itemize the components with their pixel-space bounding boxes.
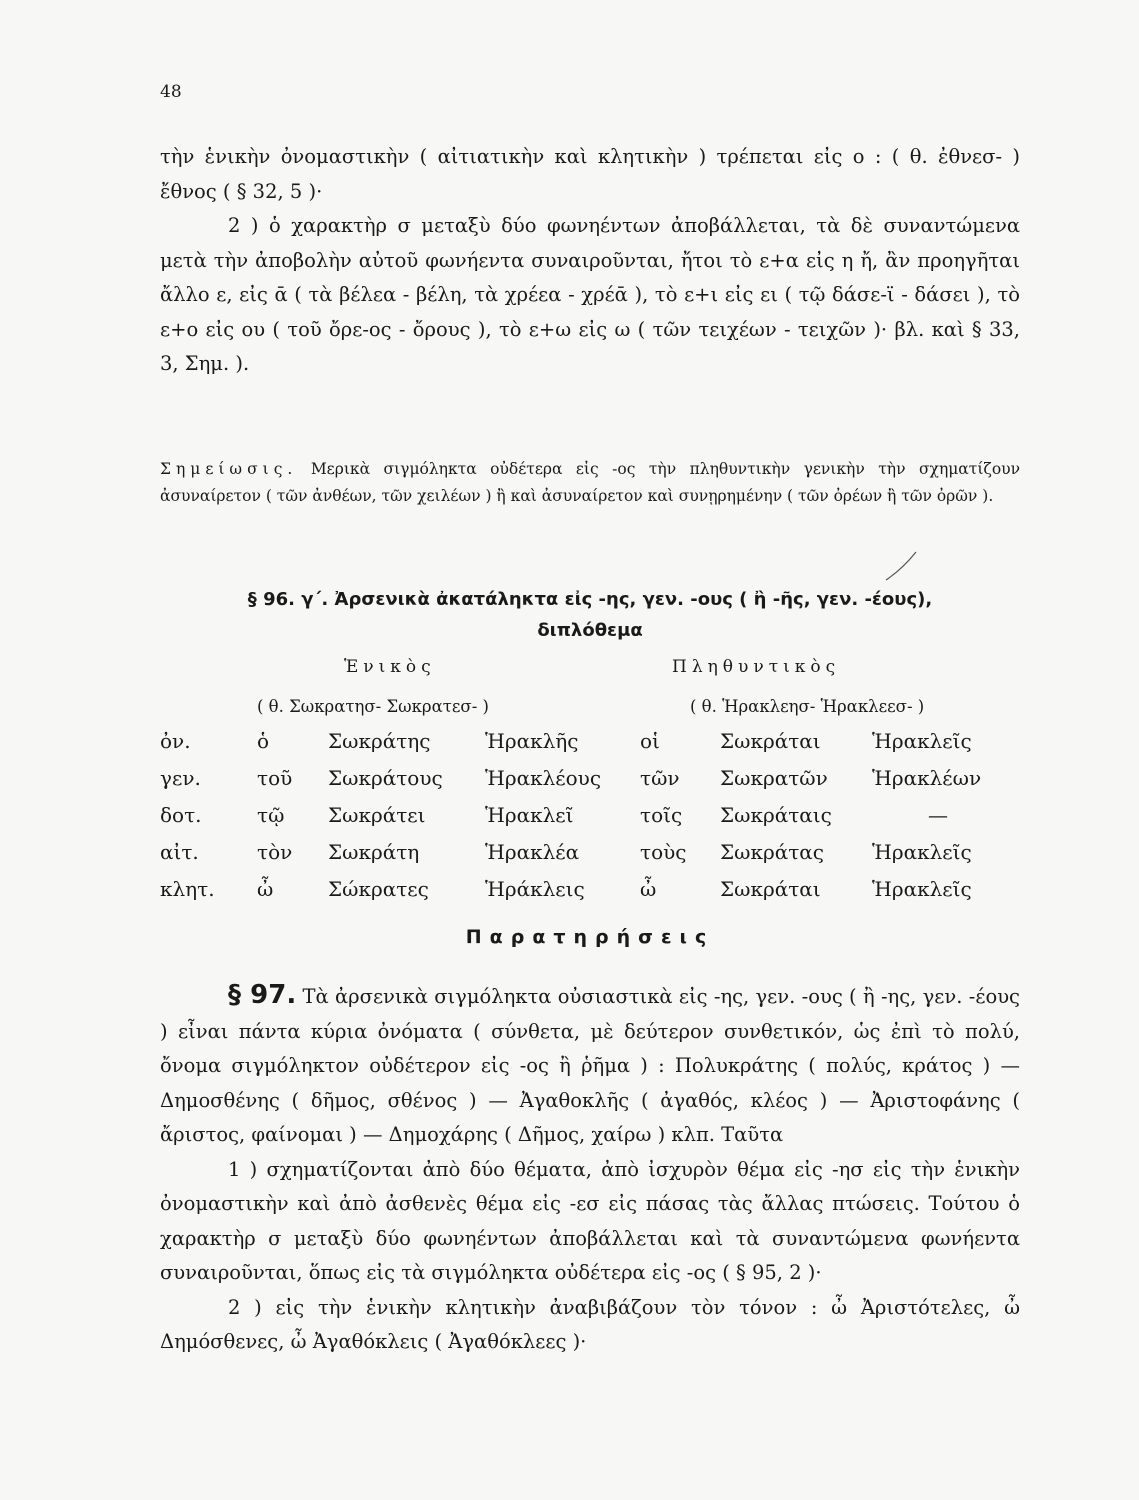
observations-body xyxy=(160,978,1020,1360)
plural-form-herakles: Ἡρακλεῖς xyxy=(872,877,972,901)
page-number: 48 xyxy=(160,82,182,102)
table-row xyxy=(160,840,1020,878)
case-label: αἰτ. xyxy=(160,840,199,864)
observations-title: Παρατηρήσεις xyxy=(465,926,715,948)
table-row xyxy=(160,729,1020,767)
singular-header: Ἑνικὸς xyxy=(344,657,436,677)
plural-article: ὦ xyxy=(640,877,657,901)
plural-form-herakles: Ἡρακλέων xyxy=(872,766,982,790)
plural-form-socrates: Σωκράται xyxy=(720,729,821,753)
table-row xyxy=(160,766,1020,804)
section-97-number: § 97. xyxy=(228,980,297,1010)
case-label: γεν. xyxy=(160,766,201,790)
paragraph-continuation: τὴν ἑνικὴν ὀνομαστικὴν ( αἰτιατικὴν καὶ κλητικὴν ) τρέπεται εἰς ο : ( θ. ἐθνεσ- ) ἔθνος ( § 32, 5 )· xyxy=(160,145,1020,203)
section-97-text: Τὰ ἀρσενικὰ σιγμόληκτα οὐσιαστικὰ εἰς -ης, γεν. -ους ( ἢ -ης, γεν. -έους ) εἶναι πάντα κύρια ὀνόματα ( σύνθετα, μὲ δεύτερον συνθετικόν, ὡς ἐπὶ τὸ πολύ, ὄνομα σιγμόληκτον οὐδέτερον εἰς -ος ἢ ῥῆμα ) : Πολυκράτης ( πολύς, κράτος ) — Δημοσθένης ( δῆμος, σθένος ) — Ἀγαθοκλῆς ( ἀγαθός, κλέος ) — Ἀριστοφάνης ( ἄριστος, φαίνομαι ) — Δημοχάρης ( Δῆμος, χαίρω ) κλπ. Ταῦτα xyxy=(160,985,1020,1146)
singular-article: τοῦ xyxy=(257,766,293,790)
singular-article: ὁ xyxy=(257,729,270,753)
table-row xyxy=(160,877,1020,915)
plural-form-herakles: Ἡρακλεῖς xyxy=(872,729,972,753)
singular-form-socrates: Σωκράτης xyxy=(328,729,431,753)
plural-form-socrates: Σωκρατῶν xyxy=(720,766,828,790)
table-row xyxy=(160,803,1020,841)
note-text: Μερικὰ σιγμόληκτα οὐδέτερα εἰς -ος τὴν πληθυντικὴν γενικὴν τὴν σχηματίζουν ἀσυναίρετον ( τῶν ἀνθέων, τῶν χειλέων ) ἢ καὶ ἀσυναίρετον καὶ συνῃρημένην ( τῶν ὀρέων ἢ τῶν ὀρῶν ). xyxy=(160,460,1020,505)
singular-form-herakles: Ἡράκλεις xyxy=(485,877,585,901)
singular-form-herakles: Ἡρακλέα xyxy=(485,840,580,864)
singular-form-socrates: Σώκρατες xyxy=(328,877,429,901)
plural-form-herakles: — xyxy=(928,803,948,827)
note-label: Σημείωσις. xyxy=(160,460,298,478)
section-96-heading xyxy=(160,584,1020,646)
plural-article: τοὺς xyxy=(640,840,687,864)
singular-form-socrates: Σωκράτει xyxy=(328,803,426,827)
section-96-subtitle: διπλόθεμα xyxy=(537,620,643,641)
plural-form-herakles: Ἡρακλεῖς xyxy=(872,840,972,864)
plural-article: τοῖς xyxy=(640,803,683,827)
plural-header: Πληθυντικὸς xyxy=(672,657,841,677)
case-label: δοτ. xyxy=(160,803,202,827)
singular-theme: ( θ. Σωκρατησ- Σωκρατεσ- ) xyxy=(257,697,489,716)
singular-article: ὦ xyxy=(257,877,274,901)
note-block xyxy=(160,456,1020,510)
singular-form-socrates: Σωκράτους xyxy=(328,766,443,790)
case-label: ὀν. xyxy=(160,729,191,753)
plural-form-socrates: Σωκράτας xyxy=(720,840,824,864)
observation-1: 1 ) σχηματίζονται ἀπὸ δύο θέματα, ἀπὸ ἰσχυρὸν θέμα εἰς -ησ εἰς τὴν ἑνικὴν ὀνομαστικὴν καὶ ἀπὸ ἀσθενὲς θέμα εἰς -εσ εἰς πάσας τὰς ἄλλας πτώσεις. Τούτου ὁ χαρακτὴρ σ μεταξὺ δύο φωνηέντων ἀποβάλλεται καὶ τὰ συναντώμενα φωνήεντα συναιροῦνται, ὅπως εἰς τὰ σιγμόληκτα οὐδέτερα εἰς -ος ( § 95, 2 )· xyxy=(160,1157,1020,1284)
top-paragraph xyxy=(160,140,1020,382)
plural-theme: ( θ. Ἡρακλεησ- Ἡρακλεεσ- ) xyxy=(690,697,925,716)
observation-2: 2 ) εἰς τὴν ἑνικὴν κλητικὴν ἀναβιβάζουν τὸν τόνον : ὦ Ἀριστότελες, ὦ Δημόσθενες, ὦ Ἀγαθόκλεις ( Ἀγαθόκλεες )· xyxy=(160,1295,1020,1353)
section-96-title: § 96. γ΄. Ἀρσενικὰ ἀκατάληκτα εἰς -ης, γεν. -ους ( ἢ -ῆς, γεν. -έους), xyxy=(247,589,933,610)
paragraph-rule-2: 2 ) ὁ χαρακτὴρ σ μεταξὺ δύο φωνηέντων ἀποβάλλεται, τὰ δὲ συναντώμενα μετὰ τὴν ἀποβολὴν αὐτοῦ φωνήεντα συναιροῦνται, ἤτοι τὸ ε+α εἰς η ἤ, ἂν προηγῆται ἄλλο ε, εἰς ᾱ ( τὰ βέλεα - βέλη, τὰ χρέεα - χρέᾱ ), τὸ ε+ι εἰς ει ( τῷ δάσε-ϊ - δάσει ), τὸ ε+ο εἰς ου ( τοῦ ὄρε-ος - ὄρους ), τὸ ε+ω εἰς ω ( τῶν τειχέων - τειχῶν )· βλ. καὶ § 33, 3, Σημ. ). xyxy=(160,214,1020,375)
section-97-paragraph xyxy=(160,978,1020,1153)
pen-mark-icon xyxy=(880,548,920,588)
singular-form-herakles: Ἡρακλῆς xyxy=(485,729,579,753)
singular-form-herakles: Ἡρακλεῖ xyxy=(485,803,574,827)
singular-article: τὸν xyxy=(257,840,293,864)
singular-form-herakles: Ἡρακλέους xyxy=(485,766,602,790)
plural-article: οἱ xyxy=(640,729,660,753)
plural-form-socrates: Σωκράται xyxy=(720,877,821,901)
case-label: κλητ. xyxy=(160,877,215,901)
plural-form-socrates: Σωκράταις xyxy=(720,803,832,827)
singular-article: τῷ xyxy=(257,803,285,827)
plural-article: τῶν xyxy=(640,766,680,790)
singular-form-socrates: Σωκράτη xyxy=(328,840,420,864)
